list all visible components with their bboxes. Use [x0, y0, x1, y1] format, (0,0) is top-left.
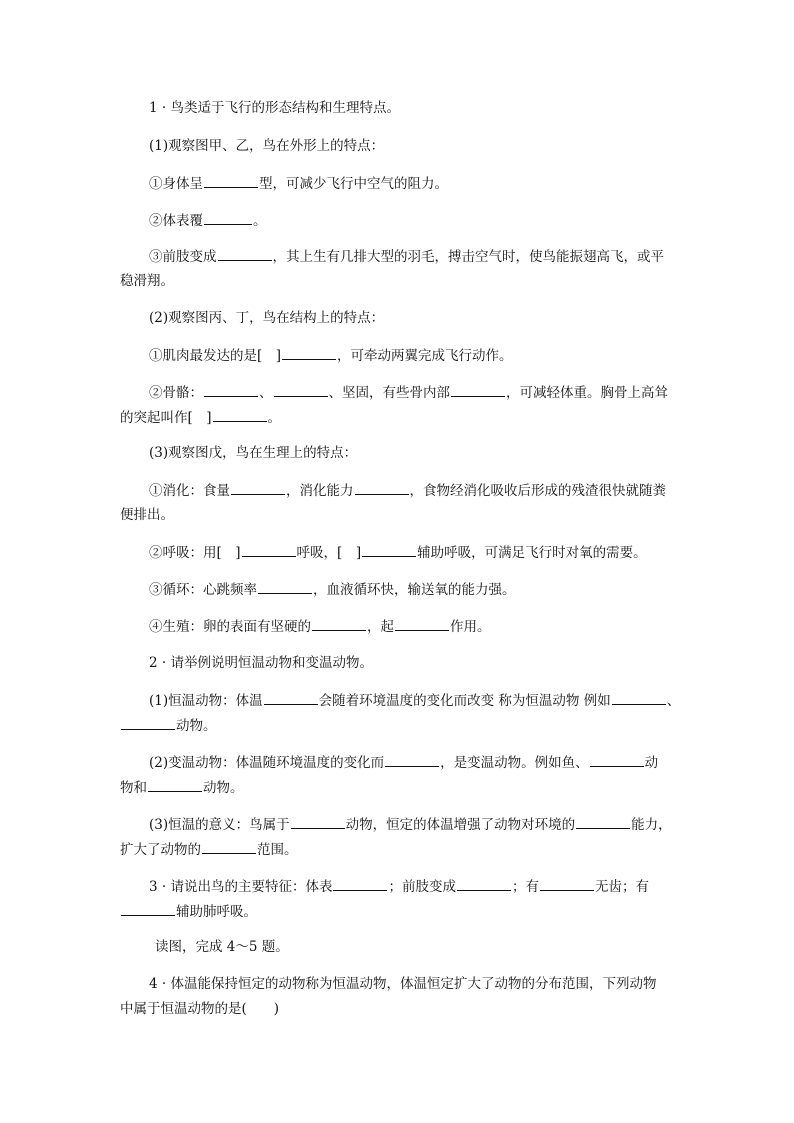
blank[interactable] [362, 542, 416, 557]
text: 辅助呼吸，可满足飞行时对氧的需要。 [417, 545, 647, 561]
q3-line [120, 876, 709, 897]
text: 动 [644, 755, 659, 771]
text: ，是变温动物。例如鱼、 [440, 755, 589, 771]
text: 、 [666, 693, 681, 709]
text: ①肌肉最发达的是[ ] [149, 348, 282, 364]
text: (2)变温动物：体温随环境温度的变化而 [149, 755, 385, 771]
text: 稳滑翔。 [120, 273, 174, 289]
q4-line2 [120, 999, 680, 1019]
q1-part1-c [120, 246, 709, 267]
blank[interactable] [291, 814, 345, 829]
text: 动物。 [203, 780, 244, 796]
text: 物和 [120, 780, 147, 796]
blank[interactable] [213, 407, 267, 422]
text: 便排出。 [120, 507, 174, 523]
blank[interactable] [264, 690, 318, 705]
text: 动物。 [176, 718, 217, 734]
q1-part3-d [120, 616, 709, 637]
text: 中属于恒温动物的是( ) [120, 1001, 280, 1017]
blank[interactable] [312, 616, 366, 631]
blank[interactable] [242, 542, 296, 557]
text: 4 · 体温能保持恒定的动物称为恒温动物，体温恒定扩大了动物的分布范围，下列动物 [149, 976, 657, 992]
text: ，可牵动两翼完成飞行动作。 [337, 348, 513, 364]
text: 3 · 请说出鸟的主要特征：体表 [149, 879, 333, 895]
blank[interactable] [576, 814, 630, 829]
text: (3)恒温的意义：鸟属于 [149, 817, 290, 833]
q1-part1-a [120, 173, 709, 194]
blank[interactable] [204, 173, 258, 188]
text: ②呼吸：用[ ] [149, 545, 241, 561]
q1-part2-heading [120, 308, 709, 328]
text: ；有 [511, 879, 539, 895]
q1-stem [120, 98, 709, 118]
q2-part1-cont [120, 715, 680, 736]
q1-part1-heading-text: (1)观察图甲、乙，鸟在外形上的特点： [149, 138, 385, 154]
q2-stem [120, 653, 709, 673]
blank[interactable] [121, 715, 175, 730]
q1-part3-c [120, 579, 709, 600]
text: 。 [253, 213, 267, 229]
q2-part3 [120, 814, 709, 835]
text: (1)恒温动物：体温 [149, 693, 263, 709]
text: ①消化：食量 [149, 483, 230, 499]
q1-part2-b [120, 382, 709, 403]
q3-cont [120, 901, 680, 922]
blank[interactable] [395, 616, 449, 631]
blank[interactable] [231, 480, 285, 495]
blank[interactable] [282, 345, 336, 360]
q2-part1 [120, 690, 709, 711]
text: ，消化能力 [286, 483, 354, 499]
text: 型，可减少飞行中空气的阻力。 [259, 176, 448, 192]
blank[interactable] [385, 752, 439, 767]
text: ①身体呈 [149, 176, 203, 192]
text: ；前肢变成 [388, 879, 456, 895]
q1-part3-a-cont [120, 505, 680, 525]
q1-part2-heading-text: (2)观察图丙、丁，鸟在结构上的特点： [149, 310, 385, 326]
blank[interactable] [333, 876, 387, 891]
q1-stem-text: 1 · 鸟类适于飞行的形态结构和生理特点。 [149, 100, 400, 116]
text: ②体表覆 [149, 213, 203, 229]
q2-stem-text: 2 · 请举例说明恒温动物和变温动物。 [149, 655, 373, 671]
read-instruction-text: 读图，完成 4～5 题。 [155, 939, 289, 955]
text: ，其上生有几排大型的羽毛，搏击空气时，使鸟能振翅高飞，或平 [272, 249, 664, 265]
text: ，起 [367, 619, 394, 635]
text: ，血液循环快，输送氧的能力强。 [313, 582, 516, 598]
q1-part3-heading [120, 443, 709, 463]
q2-part2-cont [120, 777, 680, 798]
blank[interactable] [355, 480, 409, 495]
q1-part2-a [120, 345, 709, 366]
blank[interactable] [204, 382, 258, 397]
text: 扩大了动物的 [120, 842, 201, 858]
blank[interactable] [590, 752, 644, 767]
q1-part3-heading-text: (3)观察图戊，鸟在生理上的特点： [149, 445, 358, 461]
q2-part2 [120, 752, 709, 773]
q1-part3-a [120, 480, 709, 501]
text: 的突起叫作[ ] [120, 410, 212, 426]
q4-line1 [120, 974, 709, 994]
text: 无齿；有 [594, 879, 649, 895]
text: 。 [267, 410, 282, 426]
text: 呼吸，[ ] [296, 545, 362, 561]
text: ③前肢变成 [149, 249, 217, 265]
text: ，食物经消化吸收后形成的残渣很快就随粪 [409, 483, 666, 499]
q1-part1-heading [120, 136, 709, 156]
blank[interactable] [451, 382, 505, 397]
blank[interactable] [258, 579, 312, 594]
text: 作用。 [450, 619, 491, 635]
blank[interactable] [457, 876, 511, 891]
blank[interactable] [274, 382, 328, 397]
blank[interactable] [540, 876, 594, 891]
q1-part1-c-cont [120, 271, 680, 291]
blank[interactable] [148, 777, 202, 792]
blank[interactable] [121, 901, 175, 916]
text: 动物，恒定的体温增强了动物对环境的 [345, 817, 576, 833]
read-instruction [120, 937, 715, 957]
text: 范围。 [257, 842, 298, 858]
text: ②骨骼： [149, 385, 203, 401]
text: 辅助肺呼吸。 [176, 904, 257, 920]
q1-part1-b [120, 210, 709, 231]
text: 会随着环境温度的变化而改变 称为恒温动物 例如 [318, 693, 611, 709]
blank[interactable] [202, 839, 256, 854]
text: 、坚固，有些骨内部 [328, 385, 450, 401]
q1-part2-b-cont [120, 407, 680, 428]
blank[interactable] [218, 246, 272, 261]
text: ，可减轻体重。胸骨上高耸 [506, 385, 668, 401]
blank[interactable] [204, 210, 252, 225]
q2-part3-cont [120, 839, 680, 860]
blank[interactable] [612, 690, 666, 705]
text: ③循环：心跳频率 [149, 582, 257, 598]
q1-part3-b [120, 542, 709, 563]
text: 能力， [631, 817, 672, 833]
text: 、 [259, 385, 273, 401]
text: ④生殖：卵的表面有坚硬的 [149, 619, 311, 635]
